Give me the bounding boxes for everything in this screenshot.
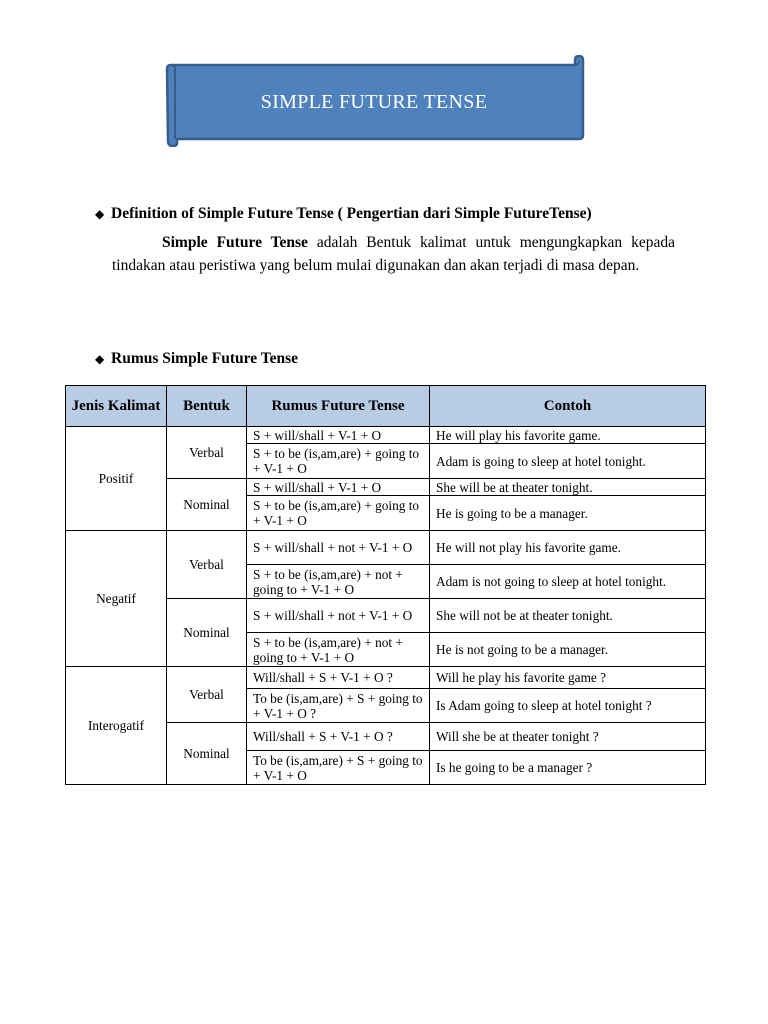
header-jenis-kalimat: Jenis Kalimat bbox=[66, 386, 167, 427]
rumus-heading bbox=[95, 350, 298, 368]
contoh-cell: She will not be at theater tonight. bbox=[430, 599, 706, 633]
rumus-cell: To be (is,am,are) + S + going to + V-1 + O ? bbox=[247, 689, 430, 723]
definition-term: Simple Future Tense bbox=[162, 234, 308, 251]
contoh-cell: He is going to be a manager. bbox=[430, 496, 706, 531]
contoh-cell: Adam is going to sleep at hotel tonight. bbox=[430, 444, 706, 479]
rumus-cell: To be (is,am,are) + S + going to + V-1 + O bbox=[247, 751, 430, 785]
bentuk-cell: Verbal bbox=[167, 531, 247, 599]
contoh-cell: She will be at theater tonight. bbox=[430, 479, 706, 496]
table-header-row bbox=[66, 386, 706, 427]
rumus-cell: Will/shall + S + V-1 + O ? bbox=[247, 667, 430, 689]
contoh-cell: Will she be at theater tonight ? bbox=[430, 723, 706, 751]
jenis-cell: Negatif bbox=[66, 531, 167, 667]
jenis-cell: Interogatif bbox=[66, 667, 167, 785]
bentuk-cell: Nominal bbox=[167, 723, 247, 785]
rumus-cell: S + to be (is,am,are) + going to + V-1 + O bbox=[247, 496, 430, 531]
rumus-table bbox=[65, 385, 706, 785]
header-contoh: Contoh bbox=[430, 386, 706, 427]
rumus-cell: S + will/shall + not + V-1 + O bbox=[247, 599, 430, 633]
rumus-cell: S + to be (is,am,are) + going to + V-1 + O bbox=[247, 444, 430, 479]
page-title: SIMPLE FUTURE TENSE bbox=[260, 90, 488, 113]
rumus-cell: Will/shall + S + V-1 + O ? bbox=[247, 723, 430, 751]
table-row bbox=[66, 667, 706, 689]
rumus-cell: S + will/shall + V-1 + O bbox=[247, 479, 430, 496]
contoh-cell: He is not going to be a manager. bbox=[430, 633, 706, 667]
rumus-cell: S + will/shall + not + V-1 + O bbox=[247, 531, 430, 565]
definition-paragraph bbox=[112, 232, 675, 277]
contoh-cell: He will not play his favorite game. bbox=[430, 531, 706, 565]
contoh-cell: Will he play his favorite game ? bbox=[430, 667, 706, 689]
table-row bbox=[66, 531, 706, 565]
diamond-bullet-icon: ◆ bbox=[95, 351, 105, 366]
definition-text: adalah Bentuk kalimat untuk mengungkapkan kepada tindakan atau peristiwa yang belum mulai digunakan dan akan terjadi di masa depan. bbox=[112, 234, 675, 274]
header-bentuk: Bentuk bbox=[167, 386, 247, 427]
header-rumus: Rumus Future Tense bbox=[247, 386, 430, 427]
rumus-heading-text: Rumus Simple Future Tense bbox=[111, 350, 299, 367]
contoh-cell: Adam is not going to sleep at hotel tonight. bbox=[430, 565, 706, 599]
jenis-cell: Positif bbox=[66, 427, 167, 531]
rumus-cell: S + to be (is,am,are) + not + going to + V-1 + O bbox=[247, 565, 430, 599]
definition-heading bbox=[95, 205, 592, 223]
table-row bbox=[66, 427, 706, 444]
rumus-cell: S + to be (is,am,are) + not + going to + V-1 + O bbox=[247, 633, 430, 667]
contoh-cell: He will play his favorite game. bbox=[430, 427, 706, 444]
diamond-bullet-icon: ◆ bbox=[95, 206, 105, 221]
rumus-cell: S + will/shall + V-1 + O bbox=[247, 427, 430, 444]
bentuk-cell: Verbal bbox=[167, 667, 247, 723]
contoh-cell: Is he going to be a manager ? bbox=[430, 751, 706, 785]
definition-heading-text: Definition of Simple Future Tense ( Pengertian dari Simple FutureTense) bbox=[111, 205, 592, 222]
contoh-cell: Is Adam going to sleep at hotel tonight ? bbox=[430, 689, 706, 723]
bentuk-cell: Nominal bbox=[167, 479, 247, 531]
bentuk-cell: Verbal bbox=[167, 427, 247, 479]
title-banner bbox=[163, 55, 585, 147]
bentuk-cell: Nominal bbox=[167, 599, 247, 667]
